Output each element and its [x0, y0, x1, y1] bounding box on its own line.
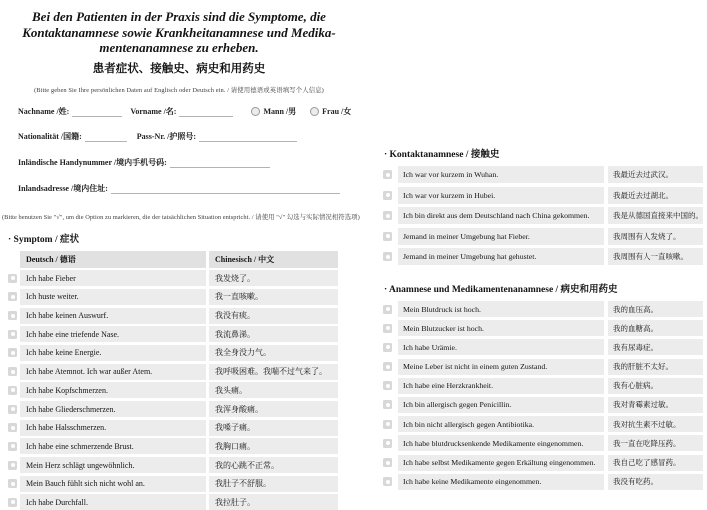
- anamnese-section-heading: · Anamnese und Medikamentenanamnese / 病史和用药史: [384, 281, 707, 295]
- german-text: Ich habe Atemnot. Ich war außer Atem.: [20, 364, 206, 380]
- chinese-text: 我自己吃了感冒药。: [608, 455, 703, 471]
- table-row: [8, 289, 338, 305]
- german-text: Jemand in meiner Umgebung hat gehustet.: [398, 248, 604, 265]
- chinese-text: 我一直在吃降压药。: [608, 435, 703, 451]
- table-row: [8, 438, 338, 454]
- lastname-label: Nachname /姓:: [18, 107, 69, 117]
- checkbox-dot: [386, 345, 390, 349]
- female-option[interactable]: [310, 107, 351, 117]
- german-text: Ich habe Halsschmerzen.: [20, 420, 206, 436]
- checkbox[interactable]: [8, 311, 17, 320]
- table-row: [383, 228, 703, 245]
- checkbox-col: [383, 187, 398, 204]
- nationality-label: Nationalität /国籍:: [18, 132, 82, 142]
- table-row: [383, 301, 703, 317]
- column-header-chinese: Chinesisch / 中文: [209, 251, 338, 268]
- german-text: Ich habe Kopfschmerzen.: [20, 382, 206, 398]
- german-text: Ich habe keine Energie.: [20, 345, 206, 361]
- checkbox[interactable]: [8, 405, 17, 414]
- checkbox[interactable]: [383, 458, 392, 467]
- name-row: [18, 107, 340, 117]
- chinese-text: 我对青霉素过敏。: [608, 397, 703, 413]
- checkbox[interactable]: [8, 461, 17, 470]
- checkbox-dot: [386, 214, 390, 218]
- checkbox[interactable]: [383, 362, 392, 371]
- german-text: Mein Blutdruck ist hoch.: [398, 301, 604, 317]
- table-row: [8, 326, 338, 342]
- checkbox[interactable]: [383, 420, 392, 429]
- german-text: Ich war vor kurzem in Hubei.: [398, 187, 604, 204]
- checkbox-dot: [11, 295, 15, 299]
- checkbox-dot: [11, 388, 15, 392]
- german-text: Mein Bauch fühlt sich nicht wohl an.: [20, 476, 206, 492]
- right-page: [370, 146, 707, 490]
- checkbox-col: [8, 420, 20, 436]
- table-row: [383, 166, 703, 183]
- german-text: Ich habe Durchfall.: [20, 494, 206, 510]
- table-row: [383, 435, 703, 451]
- checkbox-dot: [386, 255, 390, 259]
- german-text: Meine Leber ist nicht in einem guten Zustand.: [398, 359, 604, 375]
- checkbox-dot: [11, 407, 15, 411]
- german-text: Ich huste weiter.: [20, 289, 206, 305]
- checkbox-col: [8, 289, 20, 305]
- checkbox[interactable]: [8, 498, 17, 507]
- personal-data-note: (Bitte geben Sie Ihre persönlichen Daten auf Englisch oder Deutsch ein. / 请使用德语或英语填写个人信息): [0, 85, 358, 94]
- chinese-text: 我嗓子痛。: [209, 420, 338, 436]
- male-label: Mann /男: [263, 107, 296, 117]
- chinese-text: 我的血压高。: [608, 301, 703, 317]
- checkbox[interactable]: [383, 400, 392, 409]
- checkbox[interactable]: [8, 367, 17, 376]
- checkbox-dot: [386, 461, 390, 465]
- german-text: Ich habe keinen Auswurf.: [20, 308, 206, 324]
- chinese-text: 我是从德国直接来中国的。: [608, 207, 703, 224]
- german-text: Ich bin allergisch gegen Penicillin.: [398, 397, 604, 413]
- german-text: Ich habe selbst Medikamente gegen Erkältung eingenommen.: [398, 455, 604, 471]
- german-text: Mein Blutzucker ist hoch.: [398, 320, 604, 336]
- checkbox-col: [383, 207, 398, 224]
- table-row: [8, 270, 338, 286]
- checkbox-dot: [386, 365, 390, 369]
- checkbox-dot: [386, 326, 390, 330]
- firstname-label: Vorname /名:: [130, 107, 176, 117]
- table-row: [8, 457, 338, 473]
- contact-table: [383, 166, 703, 265]
- chinese-text: 我呼吸困难。我喘不过气来了。: [209, 364, 338, 380]
- checkbox[interactable]: [8, 423, 17, 432]
- male-radio-icon[interactable]: [251, 107, 260, 116]
- firstname-field[interactable]: [179, 107, 233, 117]
- german-text: Ich habe Fieber: [20, 270, 206, 286]
- checkbox-col: [8, 457, 20, 473]
- checkbox[interactable]: [8, 292, 17, 301]
- page-subtitle-chinese: 患者症状、接触史、病史和用药史: [0, 60, 358, 76]
- german-text: Ich habe eine triefende Nase.: [20, 326, 206, 342]
- checkbox-dot: [386, 173, 390, 177]
- checkbox-col: [8, 494, 20, 510]
- chinese-text: 我全身没力气。: [209, 345, 338, 361]
- anamnese-rows: [383, 301, 703, 490]
- german-text: Ich bin direkt aus dem Deutschland nach China gekommen.: [398, 207, 604, 224]
- table-row: [8, 494, 338, 510]
- chinese-text: 我的心跳不正常。: [209, 457, 338, 473]
- checkbox-col: [383, 378, 398, 394]
- checkbox-col: [383, 359, 398, 375]
- checkbox[interactable]: [383, 232, 392, 241]
- passport-label: Pass-Nr. /护照号:: [137, 132, 196, 142]
- checkbox-col: [8, 401, 20, 417]
- checkbox-dot: [11, 500, 15, 504]
- checkmark-instruction-note: (Bitte benutzen Sie "√", um die Option zu markieren, die der tatsächlichen Situation entspricht. / 请使用 "√" 勾选与实际情况相符选项): [2, 212, 358, 221]
- checkbox[interactable]: [383, 324, 392, 333]
- german-text: Ich war vor kurzem in Wuhan.: [398, 166, 604, 183]
- lastname-field[interactable]: [72, 107, 122, 117]
- checkbox[interactable]: [8, 386, 17, 395]
- chinese-text: 我周围有人一直咳嗽。: [608, 248, 703, 265]
- table-row: [383, 207, 703, 224]
- table-row: [8, 476, 338, 492]
- checkbox-dot: [386, 441, 390, 445]
- table-row: [383, 474, 703, 490]
- page-title: [0, 9, 358, 56]
- checkbox-col: [383, 248, 398, 265]
- chinese-text: 我没有痰。: [209, 308, 338, 324]
- german-text: Mein Herz schlägt ungewöhnlich.: [20, 457, 206, 473]
- chinese-text: 我的肝脏不太好。: [608, 359, 703, 375]
- anamnese-table: [383, 301, 703, 490]
- checkbox-dot: [11, 351, 15, 355]
- checkbox-col: [8, 270, 20, 286]
- chinese-text: 我周围有人发烧了。: [608, 228, 703, 245]
- checkbox-col: [383, 228, 398, 245]
- checkbox-dot: [11, 426, 15, 430]
- checkbox[interactable]: [8, 348, 17, 357]
- checkbox[interactable]: [8, 274, 17, 283]
- checkbox-dot: [11, 314, 15, 318]
- checkbox-dot: [11, 370, 15, 374]
- address-row: [18, 184, 340, 194]
- chinese-text: 我最近去过武汉。: [608, 166, 703, 183]
- checkbox[interactable]: [383, 252, 392, 261]
- checkbox[interactable]: [383, 439, 392, 448]
- table-row: [383, 339, 703, 355]
- checkbox-col: [383, 435, 398, 451]
- male-option[interactable]: [251, 107, 296, 117]
- header-checkbox-col: [8, 251, 20, 268]
- checkbox[interactable]: [383, 211, 392, 220]
- checkbox-dot: [11, 332, 15, 336]
- checkbox[interactable]: [383, 305, 392, 314]
- passport-field[interactable]: [199, 132, 297, 142]
- checkbox-col: [383, 397, 398, 413]
- table-row: [8, 345, 338, 361]
- checkbox-col: [8, 476, 20, 492]
- symptom-table-header: [8, 251, 338, 268]
- german-text: Ich habe blutdrucksenkende Medikamente eingenommen.: [398, 435, 604, 451]
- checkbox-dot: [11, 463, 15, 467]
- table-row: [8, 364, 338, 380]
- checkbox-col: [8, 308, 20, 324]
- table-row: [8, 308, 338, 324]
- german-text: Ich habe eine Herzkrankheit.: [398, 378, 604, 394]
- symptom-table: [8, 251, 338, 510]
- chinese-text: 我发烧了。: [209, 270, 338, 286]
- checkbox-dot: [386, 234, 390, 238]
- chinese-text: 我没有吃药。: [608, 474, 703, 490]
- symptom-section-heading: · Symptom / 症状: [8, 231, 358, 245]
- contact-rows: [383, 166, 703, 265]
- nationality-field[interactable]: [85, 132, 127, 142]
- chinese-text: 我对抗生素不过敏。: [608, 416, 703, 432]
- checkbox-col: [383, 301, 398, 317]
- table-row: [8, 401, 338, 417]
- table-row: [383, 248, 703, 265]
- chinese-text: 我头痛。: [209, 382, 338, 398]
- checkbox-dot: [11, 276, 15, 280]
- address-field[interactable]: [111, 184, 340, 194]
- checkbox[interactable]: [8, 442, 17, 451]
- title-line-3: mentenanamnese zu erheben.: [0, 40, 358, 56]
- german-text: Ich habe keine Medikamente eingenommen.: [398, 474, 604, 490]
- chinese-text: 我一直咳嗽。: [209, 289, 338, 305]
- german-text: Ich habe Gliederschmerzen.: [20, 401, 206, 417]
- checkbox[interactable]: [383, 343, 392, 352]
- checkbox-col: [383, 455, 398, 471]
- checkbox-dot: [386, 480, 390, 484]
- phone-field[interactable]: [170, 158, 270, 168]
- table-row: [383, 359, 703, 375]
- checkbox-col: [383, 166, 398, 183]
- nationality-row: [18, 132, 340, 142]
- column-header-german: Deutsch / 德语: [20, 251, 206, 268]
- phone-row: [18, 158, 340, 168]
- german-text: Ich bin nicht allergisch gegen Antibiotika.: [398, 416, 604, 432]
- chinese-text: 我的血糖高。: [608, 320, 703, 336]
- female-radio-icon[interactable]: [310, 107, 319, 116]
- checkbox-dot: [386, 193, 390, 197]
- chinese-text: 我胸口痛。: [209, 438, 338, 454]
- checkbox-col: [8, 364, 20, 380]
- title-line-2: Kontaktanamnese sowie Krankheitanamnese und Medika-: [0, 25, 358, 41]
- table-row: [383, 187, 703, 204]
- contact-section-heading: · Kontaktanamnese / 接触史: [384, 146, 707, 160]
- checkbox-col: [8, 382, 20, 398]
- checkbox-dot: [11, 482, 15, 486]
- checkbox-col: [383, 474, 398, 490]
- table-row: [8, 382, 338, 398]
- chinese-text: 我最近去过湖北。: [608, 187, 703, 204]
- checkbox-col: [383, 416, 398, 432]
- checkbox-dot: [386, 403, 390, 407]
- chinese-text: 我浑身酸痛。: [209, 401, 338, 417]
- female-label: Frau /女: [322, 107, 351, 117]
- german-text: Jemand in meiner Umgebung hat Fieber.: [398, 228, 604, 245]
- symptom-rows: [8, 270, 338, 510]
- table-row: [383, 397, 703, 413]
- checkbox[interactable]: [8, 479, 17, 488]
- checkbox-dot: [386, 307, 390, 311]
- checkbox-col: [383, 320, 398, 336]
- checkbox-col: [8, 345, 20, 361]
- table-row: [383, 320, 703, 336]
- table-row: [383, 455, 703, 471]
- checkbox[interactable]: [383, 191, 392, 200]
- table-row: [8, 420, 338, 436]
- chinese-text: 我流鼻涕。: [209, 326, 338, 342]
- phone-label: Inländische Handynummer /境内手机号码:: [18, 158, 167, 168]
- personal-data-form: [18, 107, 340, 194]
- address-label: Inlandsadresse /境内住址:: [18, 184, 108, 194]
- german-text: Ich habe eine schmerzende Brust.: [20, 438, 206, 454]
- title-line-1: Bei den Patienten in der Praxis sind die Symptome, die: [0, 9, 358, 25]
- german-text: Ich habe Urämie.: [398, 339, 604, 355]
- checkbox-dot: [386, 422, 390, 426]
- checkbox-col: [8, 326, 20, 342]
- chinese-text: 我肚子不舒服。: [209, 476, 338, 492]
- checkbox[interactable]: [383, 170, 392, 179]
- checkbox[interactable]: [383, 477, 392, 486]
- checkbox-dot: [386, 384, 390, 388]
- chinese-text: 我拉肚子。: [209, 494, 338, 510]
- checkbox-col: [383, 339, 398, 355]
- chinese-text: 我有尿毒症。: [608, 339, 703, 355]
- checkbox[interactable]: [8, 330, 17, 339]
- checkbox-col: [8, 438, 20, 454]
- checkbox-dot: [11, 444, 15, 448]
- checkbox[interactable]: [383, 381, 392, 390]
- table-row: [383, 378, 703, 394]
- table-row: [383, 416, 703, 432]
- chinese-text: 我有心脏病。: [608, 378, 703, 394]
